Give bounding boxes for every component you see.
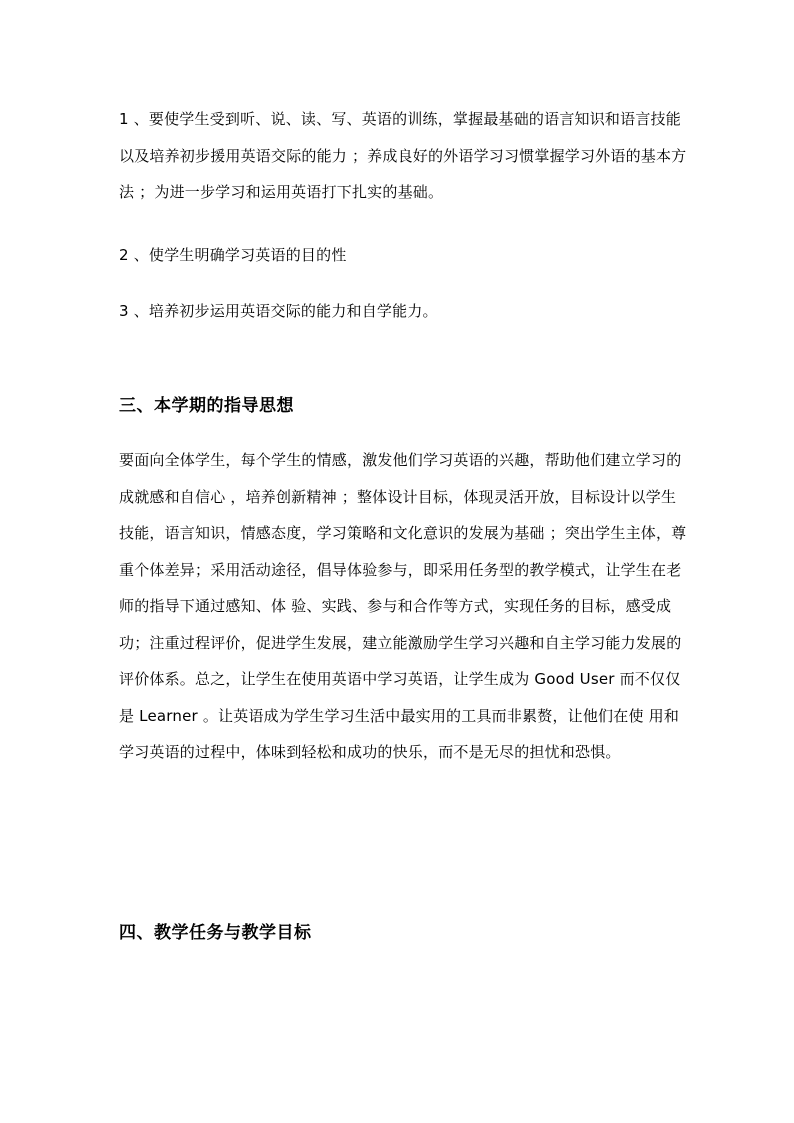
list-item-2: 2 、使学生明确学习英语的目的性 [119, 246, 347, 264]
section-3-body: 要面向全体学生，每个学生的情感，激发他们学习英语的兴趣，帮助他们建立学习的成就感和自信心 ，培养创新精神 ；整体设计目标，体现灵活开放，目标设计以学生技能，语言知识，情感态度，学习策略和文化意识的发展为基础 ；突出学生主体，尊重个体差异；采用活动途径，倡导体验参与，即采用任务型的教学模式，让学生在老师的指导下通过感知、体 验、实践、参与和合作等方式，实现任务的目标，感受成功；注重过程评价，促进学生发展，建立能激励学生学习兴趣和自主学习能力发展的评价体系。总之，让学生在使用英语中学习英语，让学生成为 Good User 而不仅仅是 Learner 。让英语成为学生学习生活中最实用的工具而非累赘，让他们在使 用和学习英语的过程中，体味到轻松和成功的快乐，而不是无尽的担忧和恐惧。 [119, 451, 687, 761]
list-item-3: 3 、培养初步运用英语交际的能力和自学能力。 [119, 302, 438, 320]
list-item-1: 1 、要使学生受到听、说、读、写、英语的训练，掌握最基础的语言知识和语言技能以及培养初步援用英语交际的能力 ；养成良好的外语学习习惯掌握学习外语的基本方法 ；为进一步学习和运用英语打下扎实的基础。 [119, 110, 687, 201]
section-4-heading: 四、教学任务与教学目标 [119, 923, 312, 943]
section-3-heading: 三、本学期的指导思想 [119, 396, 294, 416]
